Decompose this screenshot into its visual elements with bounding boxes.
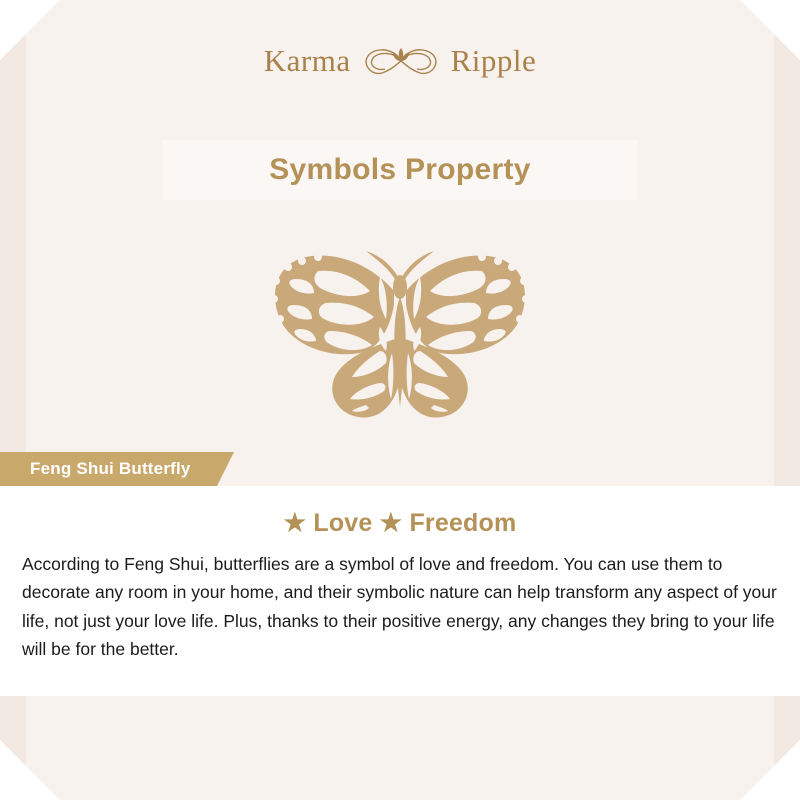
title-banner: [162, 140, 638, 200]
star-icon-middle: ★: [379, 509, 403, 537]
star-icon-left: ★: [283, 509, 307, 537]
feng-shui-butterfly-tag: [0, 452, 217, 486]
brand-name-left: Karma: [263, 43, 351, 78]
description-text: According to Feng Shui, butterflies are a symbol of love and freedom. You can use them to decorate any room in your home, and their symbolic nature can help transform any aspect of your life, not just your love life. Plus, thanks to their positive energy, any changes they bring to your life will be for the better.: [22, 554, 777, 660]
heading-word-freedom: Freedom: [409, 509, 517, 537]
butterfly-illustration: [26, 222, 774, 452]
panel-heading: [22, 508, 778, 538]
lotus-infinity-icon: [355, 38, 447, 84]
brand-logo: [26, 38, 774, 84]
page-title: Symbols Property: [269, 153, 531, 186]
tag-label: Feng Shui Butterfly: [30, 459, 191, 478]
description-panel: [0, 486, 800, 696]
brand-name-right: Ripple: [450, 43, 537, 78]
heading-word-love: Love: [313, 509, 373, 537]
